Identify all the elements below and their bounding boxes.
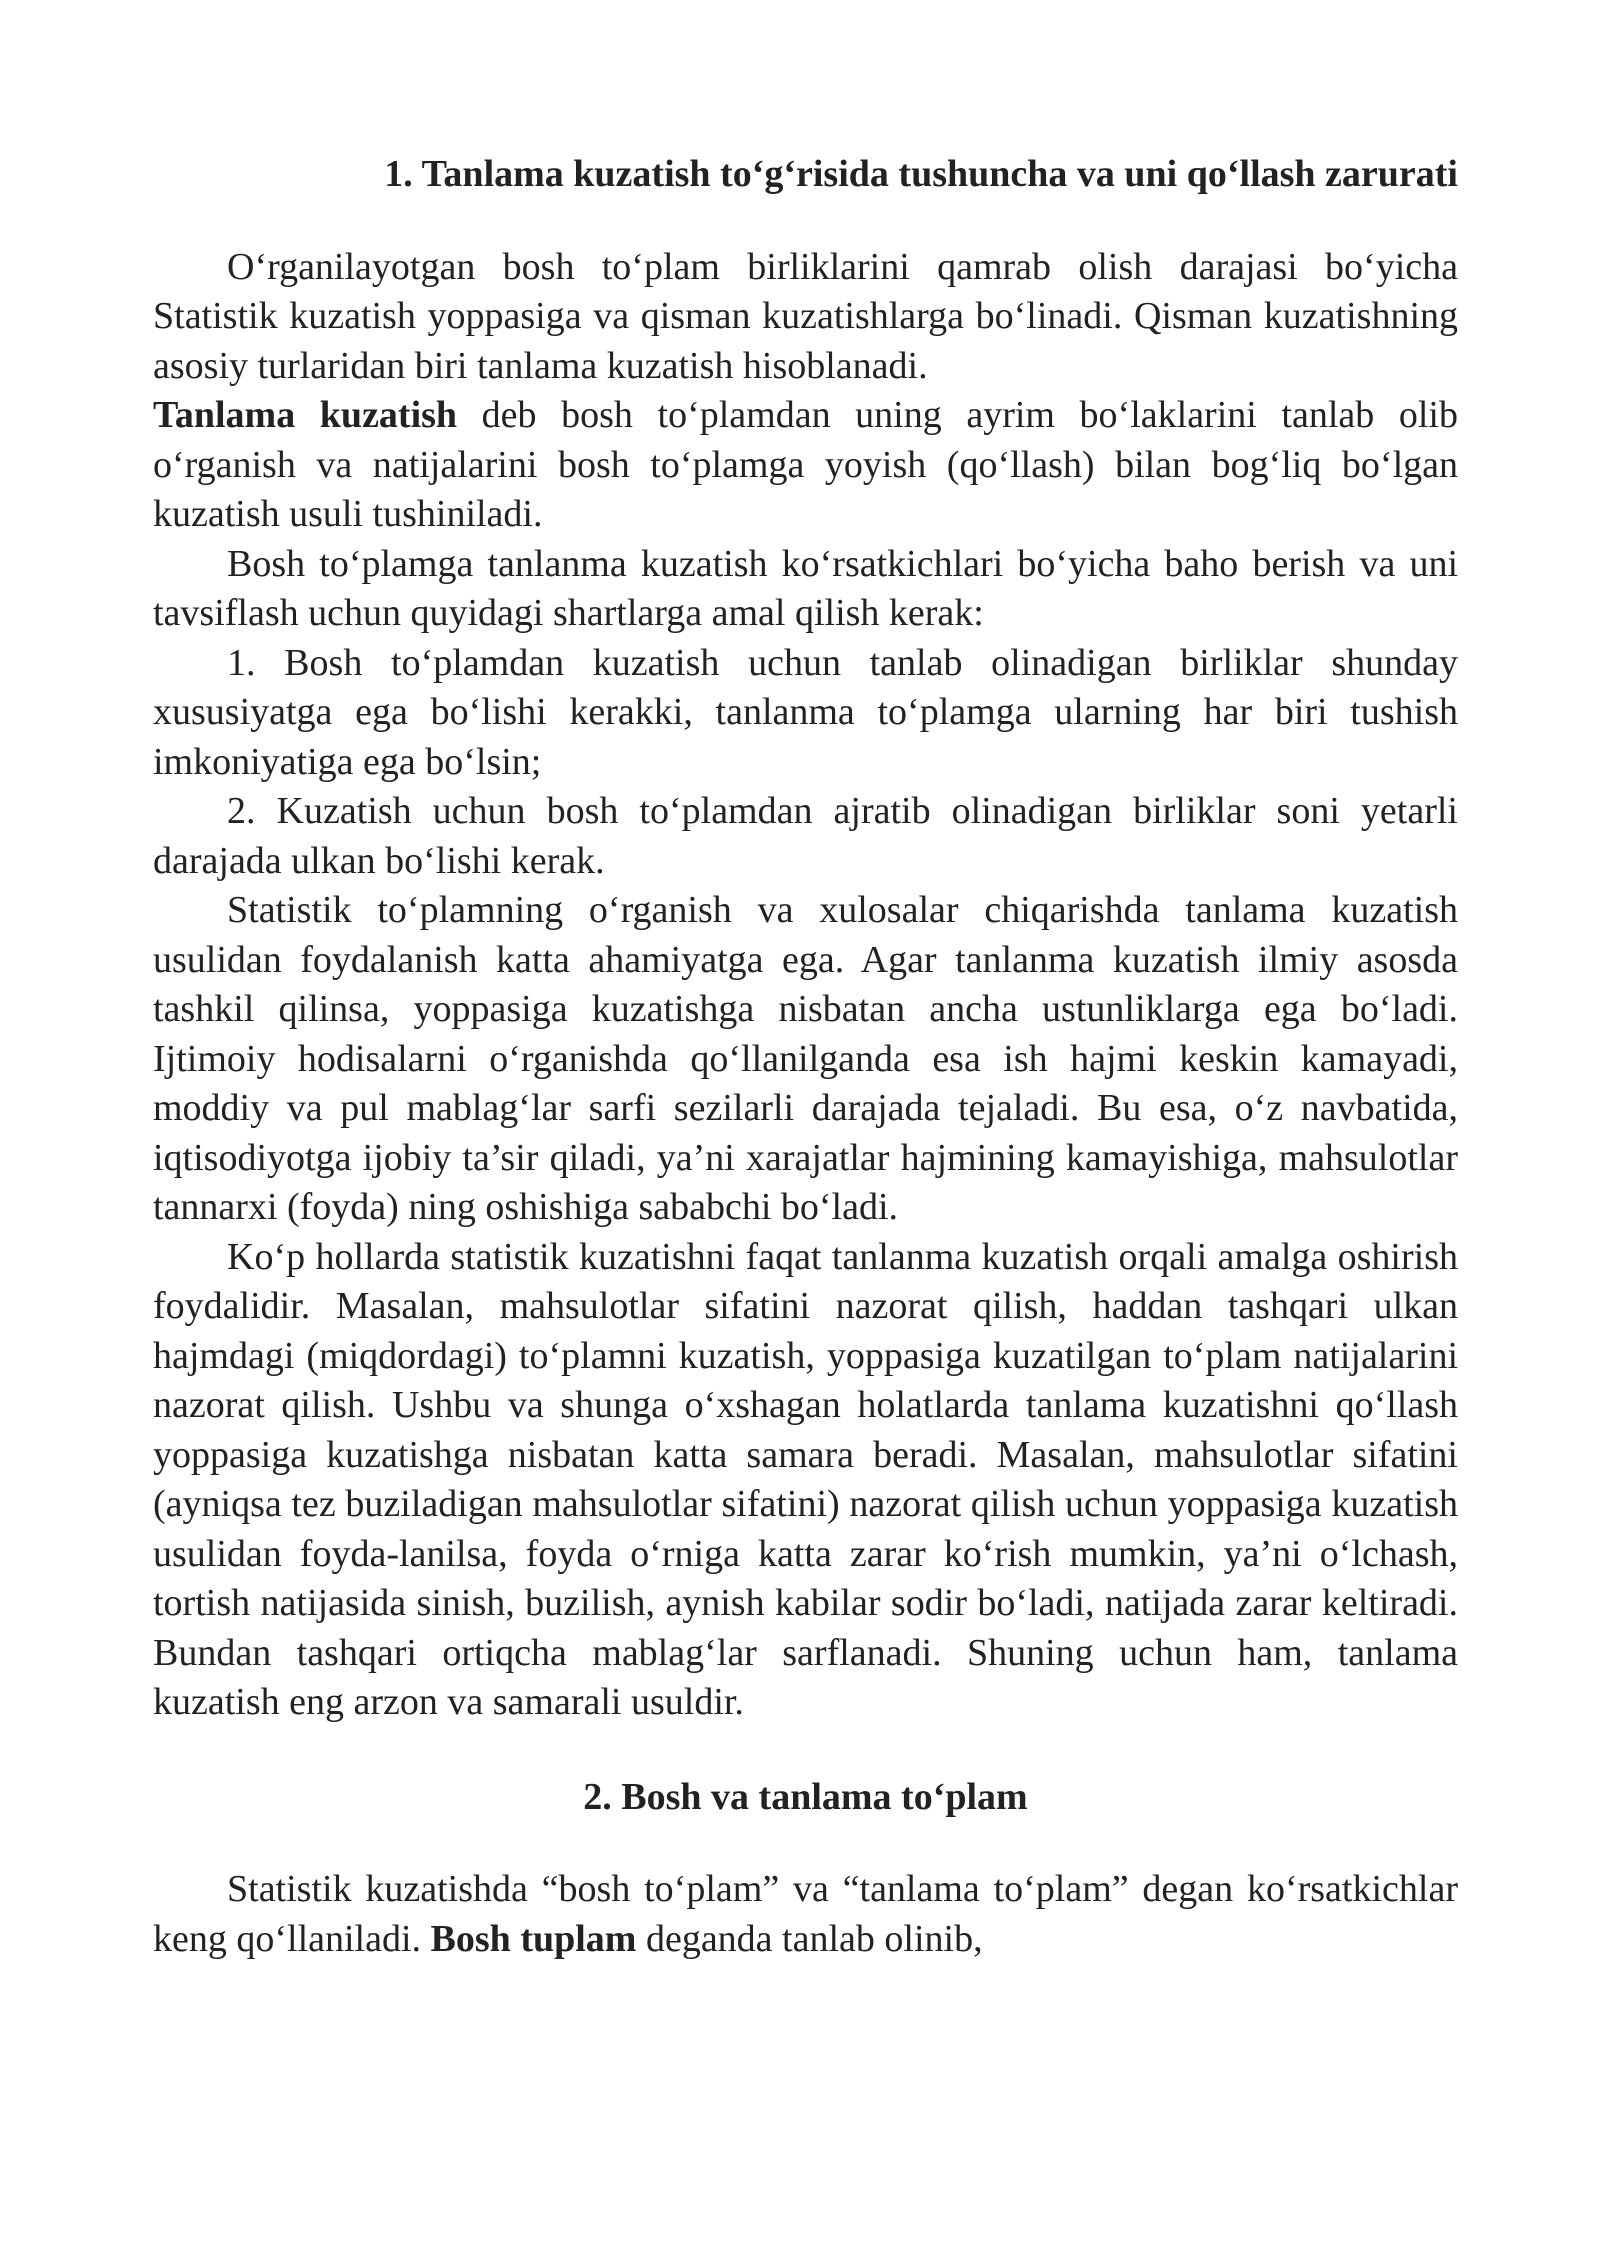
section-1-paragraph-2: Bosh to‘plamga tanlanma kuzatish ko‘rsatkichlari bo‘yicha baho berish va uni tavsiflash uchun quyidagi shartlarga amal qilish kerak: [153, 542, 1458, 634]
term-bosh-tuplam: Bosh tuplam [430, 1917, 637, 1960]
paragraph-text: deganda tanlab olinib, [636, 1917, 983, 1960]
section-1-heading: 1. Tanlama kuzatish to‘g‘risida tushuncha va uni qo‘llash zarurati [384, 153, 1458, 195]
condition-item-2: 2. Kuzatish uchun bosh to‘plamdan ajratib olinadigan birliklar soni yetarli darajada ulkan bo‘lishi kerak. [153, 790, 1458, 882]
section-1-paragraph-4: Ko‘p hollarda statistik kuzatishni faqat tanlanma kuzatish orqali amalga oshirish foydalidir. Masalan, mahsulotlar sifatini nazorat qilish, haddan tashqari ulkan hajmdagi (miqdordagi) to‘plamni kuzatish, yoppasiga kuzatilgan to‘plam natijalarini nazorat qilish. Ushbu va shunga o‘xshagan holatlarda tanlama kuzatishni qo‘llash yoppasiga kuzatishga nisbatan katta samara beradi. Masalan, mahsulotlar sifatini (ayniqsa tez buziladigan mahsulotlar sifatini) nazorat qilish uchun yoppasiga kuzatish usulidan foyda-lanilsa, foyda o‘rniga katta zarar ko‘rish mumkin, ya’ni o‘lchash, tortish natijasida sinish, buzilish, aynish kabilar sodir bo‘ladi, natijada zarar keltiradi. Bundan tashqari ortiqcha mablag‘lar sarflanadi. Shuning uchun ham, tanlama kuzatish eng arzon va samarali usuldir. [153, 1235, 1458, 1723]
section-1-paragraph-3: Statistik to‘plamning o‘rganish va xulosalar chiqarishda tanlama kuzatish usulidan foydalanish katta ahamiyatga ega. Agar tanlanma kuzatish ilmiy asosda tashkil qilinsa, yoppasiga kuzatishga nisbatan ancha ustunliklarga ega bo‘ladi. Ijtimoiy hodisalarni o‘rganishda qo‘llanilganda esa ish hajmi keskin kamayadi, moddiy va pul mablag‘lar sarfi sezilarli darajada tejaladi. Bu esa, o‘z navbatida, iqtisodiyotga ijobiy ta’sir qiladi, ya’ni xarajatlar hajmining kamayishiga, mahsulotlar tannarxi (foyda) ning oshishiga sababchi bo‘ladi. [153, 889, 1458, 1228]
document-page [153, 150, 1458, 1964]
paragraph-text: deb bosh to‘plamdan uning ayrim bo‘laklarini tanlab olib o‘rganish va natijalarini bosh to‘plamga yoyish (qo‘llash) bilan bog‘liq bo‘lgan kuzatish usuli tushiniladi. [153, 394, 1458, 535]
condition-item-1: 1. Bosh to‘plamdan kuzatish uchun tanlab olinadigan birliklar shunday xususiyatga ega bo‘lishi kerakki, tanlanma to‘plamga ularning har biri tushish imkoniyatiga ega bo‘lsin; [153, 641, 1458, 783]
paragraph-text: O‘rganilayotgan bosh to‘plam birliklarini qamrab olish darajasi bo‘yicha Statistik kuzatish yoppasiga va qisman kuzatishlarga bo‘linadi. Qisman kuzatishning asosiy turlaridan biri tanlama kuzatish hisoblanadi. [153, 245, 1458, 387]
section-2-paragraph-1 [153, 1865, 1458, 1964]
paragraph-text: Statistik kuzatishda “bosh to‘plam” va “tanlama to‘plam” degan ko‘rsatkichlar keng qo‘llaniladi. [153, 1868, 1458, 1960]
section-2-heading: 2. Bosh va tanlama to‘plam [583, 1775, 1028, 1818]
term-tanlama-kuzatish: Tanlama kuzatish [153, 394, 458, 436]
section-1-paragraph-1 [153, 243, 1458, 540]
